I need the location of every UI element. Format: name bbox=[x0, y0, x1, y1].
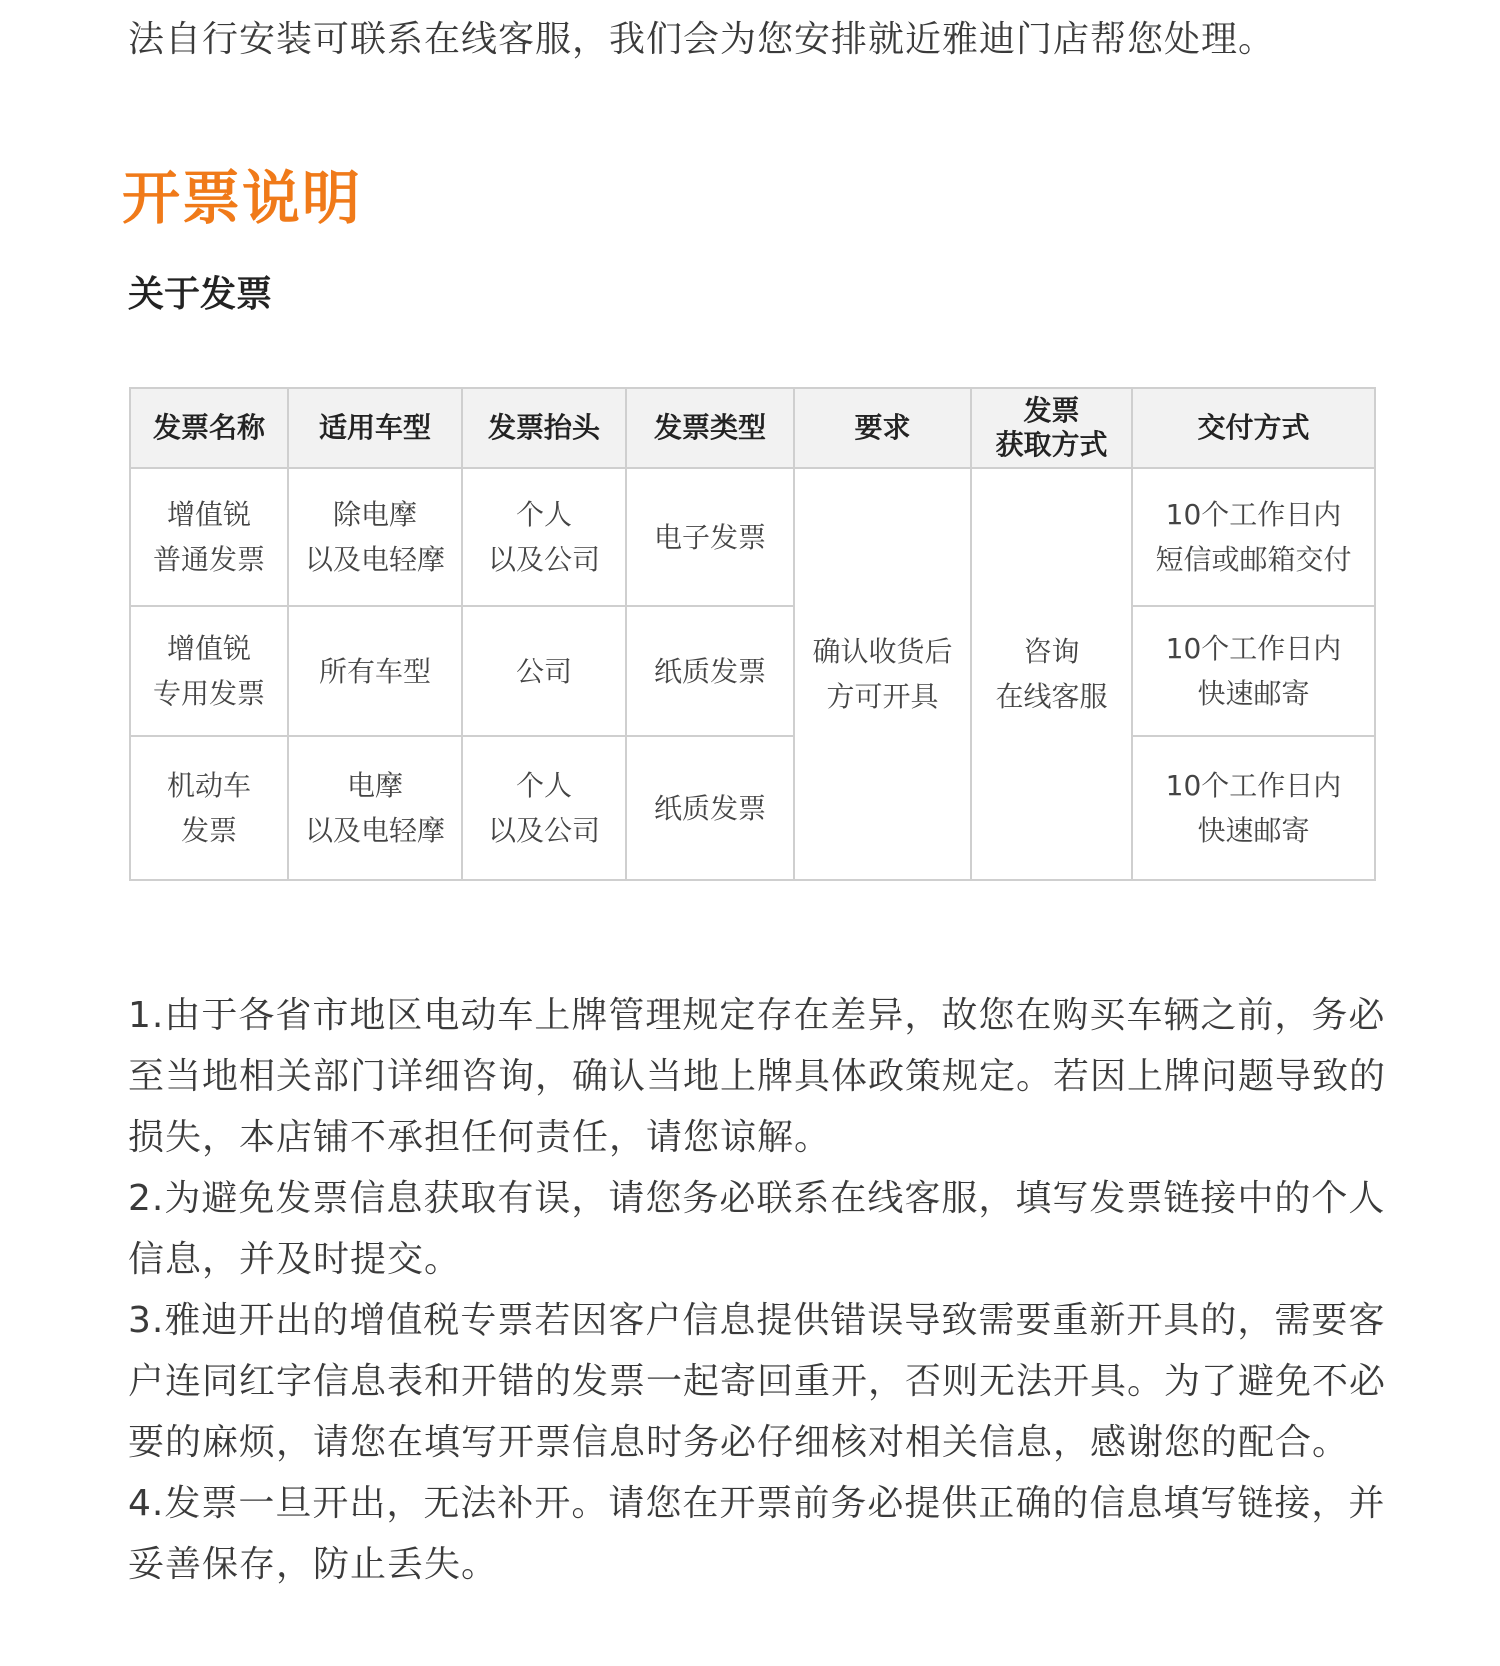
cell-type bbox=[626, 736, 794, 880]
cell-line: 快速邮寄 bbox=[1197, 677, 1310, 710]
cell-name bbox=[130, 606, 288, 736]
notes-list bbox=[128, 985, 1390, 1595]
cell-header bbox=[462, 736, 626, 880]
header-delivery: 交付方式 bbox=[1132, 388, 1375, 468]
header-vehicle: 适用车型 bbox=[288, 388, 462, 468]
header-type: 发票类型 bbox=[626, 388, 794, 468]
note-item: 4.发票一旦开出，无法补开。请您在开票前务必提供正确的信息填写链接，并妥善保存，防止丢失。 bbox=[128, 1483, 1386, 1585]
table-row bbox=[130, 736, 1375, 880]
header-obtain-line1: 发票 bbox=[1023, 394, 1080, 427]
cell-name bbox=[130, 468, 288, 606]
cell-line: 以及电轻摩 bbox=[304, 814, 445, 847]
header-title: 发票抬头 bbox=[462, 388, 626, 468]
cell-line: 增值锐 bbox=[166, 498, 251, 531]
cell-line: 方可开具 bbox=[826, 680, 939, 713]
cell-line: 所有车型 bbox=[318, 654, 431, 688]
subtitle: 关于发票 bbox=[128, 274, 273, 315]
cell-line: 确认收货后 bbox=[812, 635, 953, 668]
table-row bbox=[130, 606, 1375, 736]
cell-line: 咨询 bbox=[1023, 635, 1080, 668]
cell-line: 公司 bbox=[515, 654, 572, 688]
cell-line: 电摩 bbox=[346, 769, 403, 802]
table-header-row bbox=[130, 388, 1375, 468]
cell-delivery bbox=[1132, 606, 1375, 736]
cell-line: 普通发票 bbox=[152, 543, 265, 576]
cell-line: 纸质发票 bbox=[653, 791, 766, 825]
cell-line: 以及公司 bbox=[487, 814, 600, 847]
note-item: 2.为避免发票信息获取有误，请您务必联系在线客服，填写发票链接中的个人信息，并及时提交。 bbox=[128, 1178, 1386, 1280]
invoice-table bbox=[129, 387, 1376, 881]
cell-obtain-method bbox=[971, 468, 1132, 880]
cell-name bbox=[130, 736, 288, 880]
cell-delivery bbox=[1132, 736, 1375, 880]
cell-line: 短信或邮箱交付 bbox=[1155, 543, 1352, 576]
cell-requirement bbox=[794, 468, 971, 880]
cell-vehicle bbox=[288, 468, 462, 606]
note-item: 3.雅迪开出的增值税专票若因客户信息提供错误导致需要重新开具的，需要客户连同红字信息表和开错的发票一起寄回重开，否则无法开具。为了避免不必要的麻烦，请您在填写开票信息时务必仔细核对相关信息，感谢您的配合。 bbox=[128, 1300, 1387, 1463]
header-obtain-line2: 获取方式 bbox=[995, 428, 1108, 461]
cell-header bbox=[462, 468, 626, 606]
cell-header bbox=[462, 606, 626, 736]
cell-line: 个人 bbox=[515, 769, 572, 802]
cell-vehicle bbox=[288, 736, 462, 880]
cell-line: 电子发票 bbox=[653, 520, 766, 554]
cell-line: 纸质发票 bbox=[653, 654, 766, 688]
cell-line: 10个工作日内 bbox=[1165, 632, 1342, 665]
header-name: 发票名称 bbox=[130, 388, 288, 468]
cell-line: 快速邮寄 bbox=[1197, 814, 1310, 847]
cell-line: 在线客服 bbox=[995, 680, 1108, 713]
cell-delivery bbox=[1132, 468, 1375, 606]
cell-line: 发票 bbox=[180, 814, 237, 847]
cell-type bbox=[626, 606, 794, 736]
cell-line: 以及公司 bbox=[487, 543, 600, 576]
header-requirement: 要求 bbox=[794, 388, 971, 468]
cell-line: 机动车 bbox=[166, 769, 251, 802]
cell-line: 增值锐 bbox=[166, 632, 251, 665]
intro-text: 法自行安装可联系在线客服，我们会为您安排就近雅迪门店帮您处理。 bbox=[128, 19, 1276, 60]
note-item: 1.由于各省市地区电动车上牌管理规定存在差异，故您在购买车辆之前，务必至当地相关部门详细咨询，确认当地上牌具体政策规定。若因上牌问题导致的损失，本店铺不承担任何责任，请您谅解。 bbox=[128, 995, 1387, 1158]
section-title: 开票说明 bbox=[122, 164, 363, 232]
cell-line: 专用发票 bbox=[152, 677, 265, 710]
cell-line: 除电摩 bbox=[332, 498, 417, 531]
cell-type bbox=[626, 468, 794, 606]
cell-line: 10个工作日内 bbox=[1165, 498, 1342, 531]
cell-line: 10个工作日内 bbox=[1165, 769, 1342, 802]
cell-line: 以及电轻摩 bbox=[304, 543, 445, 576]
cell-line: 个人 bbox=[515, 498, 572, 531]
header-obtain-method bbox=[971, 388, 1132, 468]
table-row bbox=[130, 468, 1375, 606]
cell-vehicle bbox=[288, 606, 462, 736]
